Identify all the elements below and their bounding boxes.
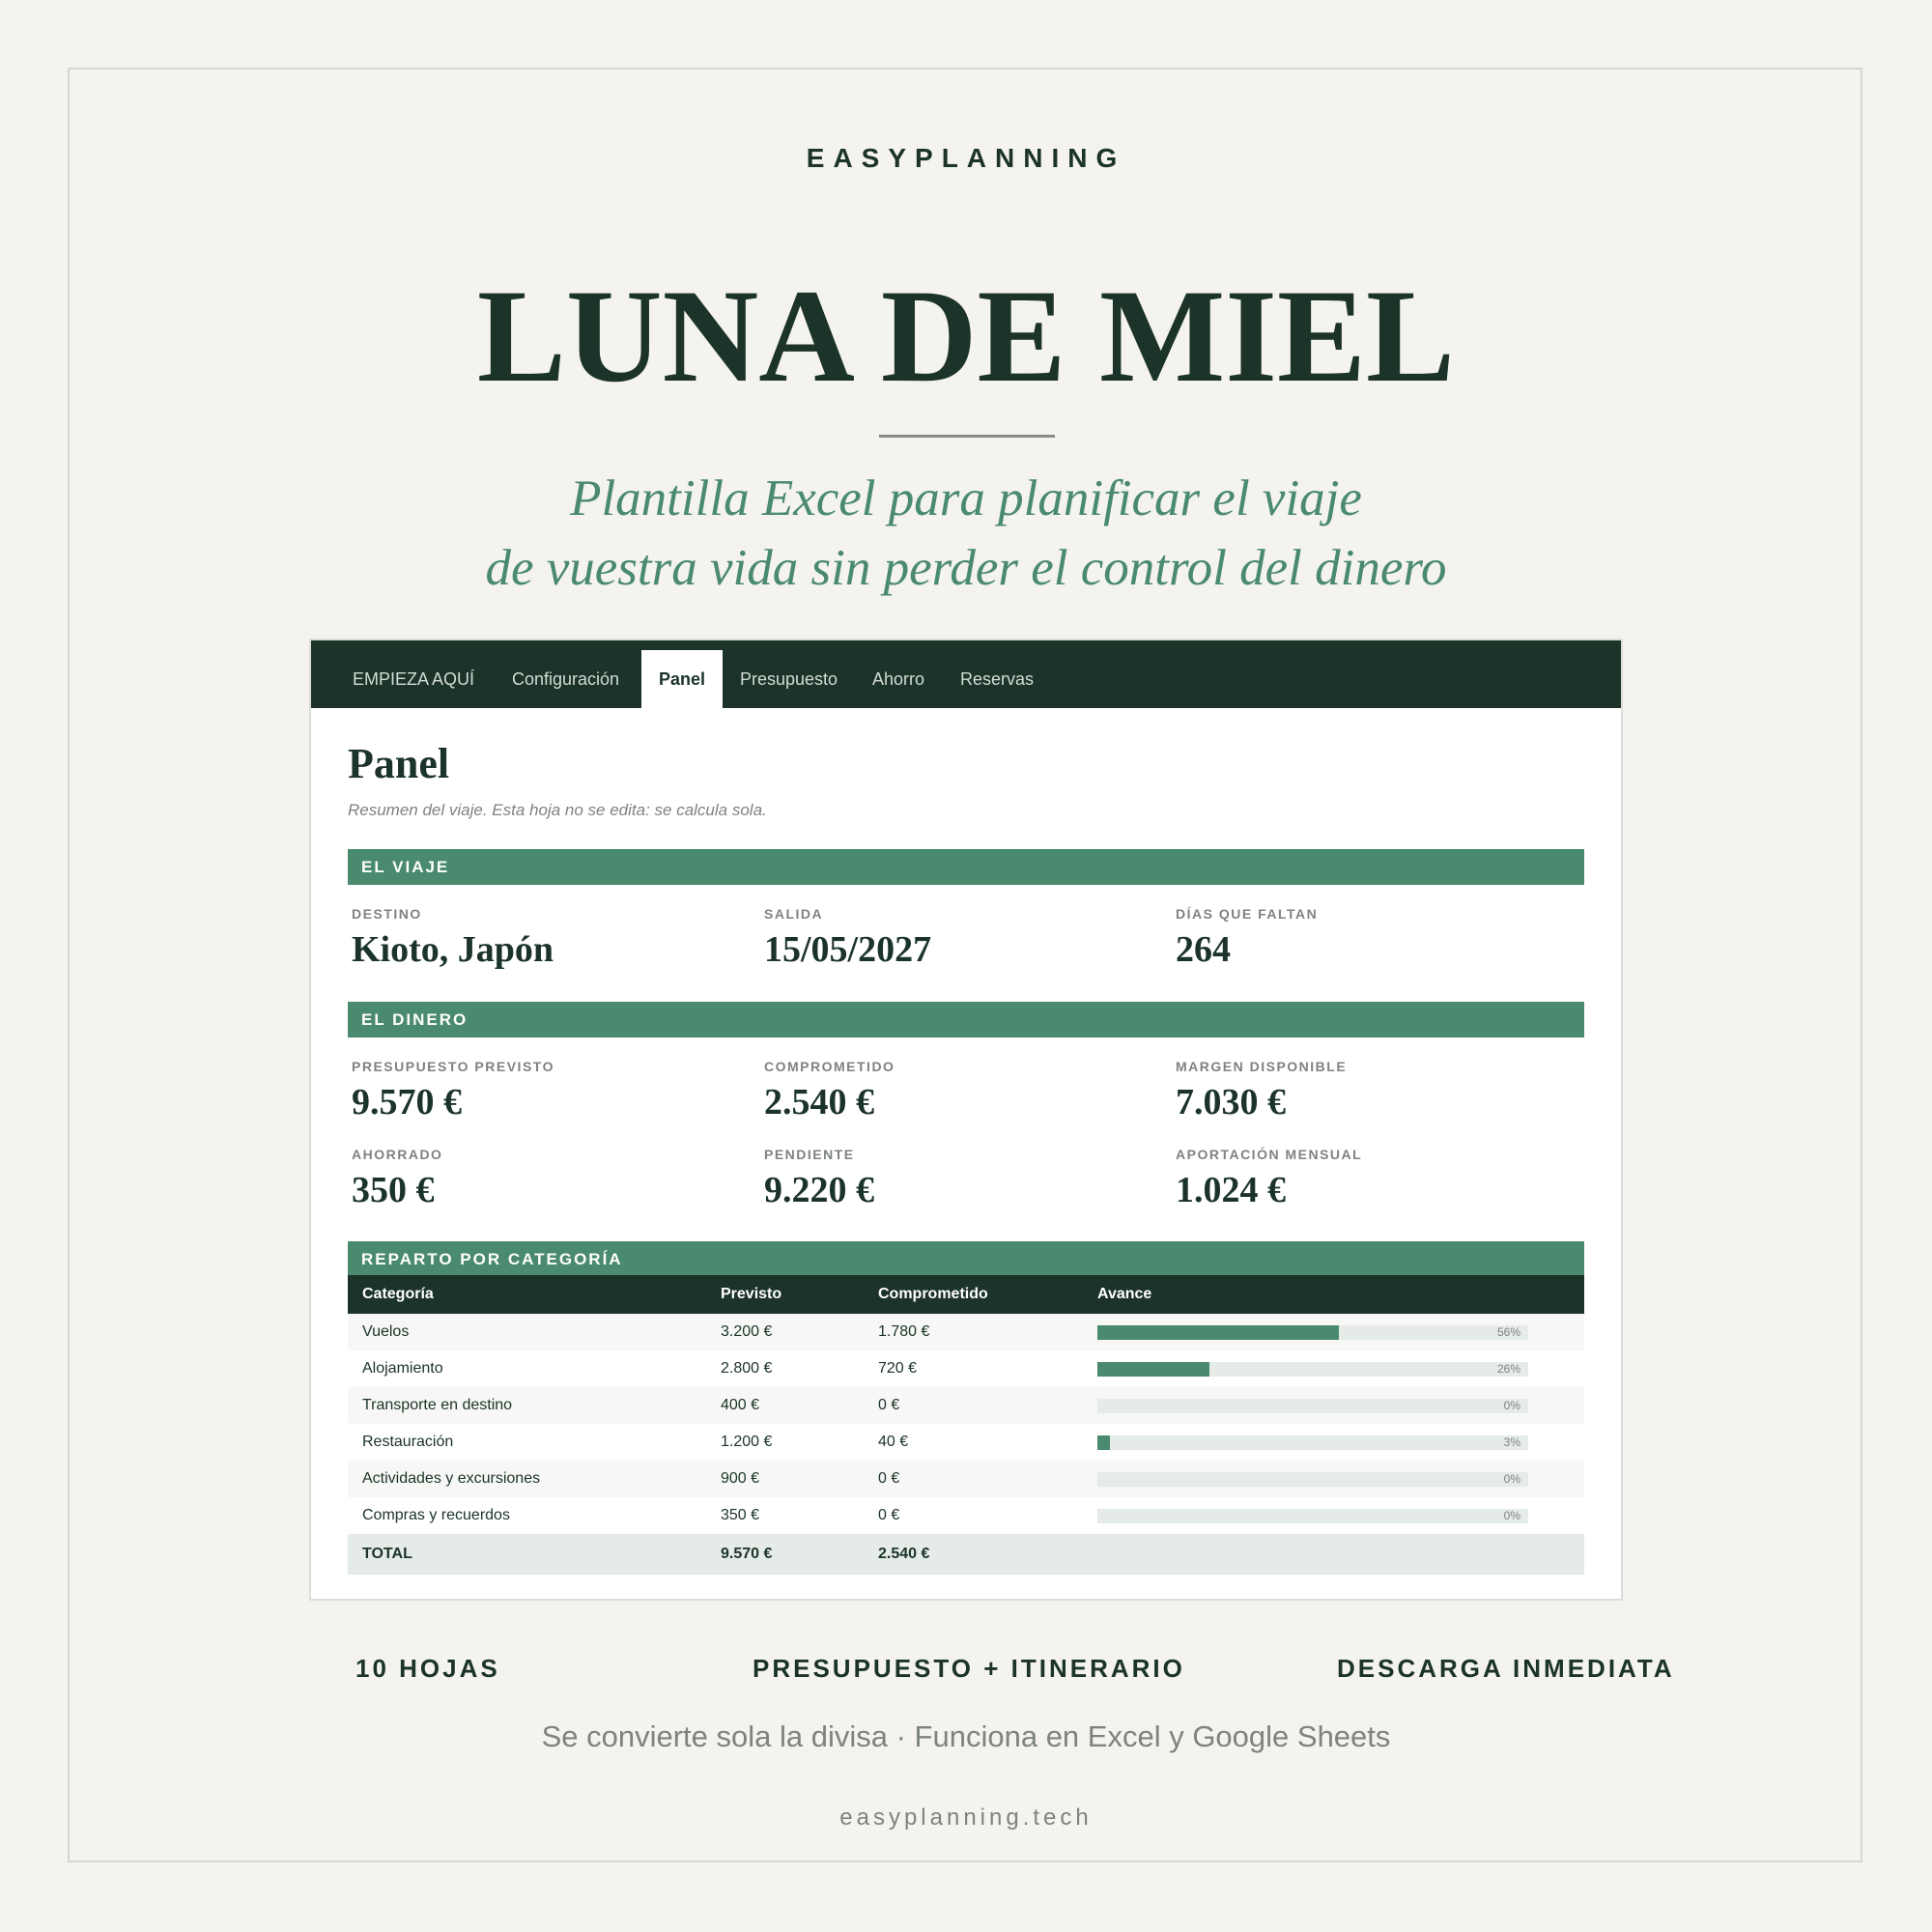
tab-panel[interactable]: Panel bbox=[641, 650, 723, 708]
progress-percent: 26% bbox=[1496, 1362, 1520, 1376]
column-header-previsto: Previsto bbox=[721, 1286, 782, 1302]
cell-comprometido: 720 € bbox=[878, 1360, 918, 1377]
cell-categoria: Compras y recuerdos bbox=[362, 1507, 510, 1523]
table-header bbox=[348, 1275, 1584, 1314]
cell-previsto: 1.200 € bbox=[721, 1434, 773, 1450]
progress-percent: 0% bbox=[1503, 1472, 1520, 1486]
table-row bbox=[348, 1350, 1584, 1387]
progress-bar bbox=[1097, 1362, 1528, 1377]
table-row bbox=[348, 1497, 1584, 1534]
progress-bar bbox=[1097, 1509, 1528, 1523]
tab-empieza-aqui[interactable]: EMPIEZA AQUÍ bbox=[353, 669, 475, 689]
cell-categoria: Transporte en destino bbox=[362, 1397, 513, 1413]
pendiente-value: 9.220 € bbox=[764, 1170, 874, 1210]
page-title: Panel bbox=[348, 740, 450, 787]
cell-categoria: Restauración bbox=[362, 1434, 454, 1450]
margen-label: MARGEN DISPONIBLE bbox=[1176, 1059, 1348, 1074]
column-header-avance: Avance bbox=[1097, 1286, 1152, 1302]
progress-bar bbox=[1097, 1399, 1528, 1413]
ahorrado-label: AHORRADO bbox=[352, 1147, 443, 1162]
cell-previsto: 350 € bbox=[721, 1507, 760, 1523]
feature-presupuesto-itinerario: PRESUPUESTO + ITINERARIO bbox=[753, 1654, 1185, 1683]
table-total-row bbox=[348, 1534, 1584, 1575]
table-row bbox=[348, 1314, 1584, 1350]
cell-categoria: Actividades y excursiones bbox=[362, 1470, 541, 1487]
dias-value: 264 bbox=[1176, 929, 1231, 970]
total-comprometido: 2.540 € bbox=[878, 1546, 930, 1562]
title-divider bbox=[879, 435, 1055, 438]
comprometido-value: 2.540 € bbox=[764, 1082, 874, 1122]
section-header-reparto: REPARTO POR CATEGORÍA bbox=[348, 1241, 1584, 1277]
destino-value: Kioto, Japón bbox=[352, 929, 554, 970]
salida-label: SALIDA bbox=[764, 906, 824, 922]
cell-categoria: Vuelos bbox=[362, 1323, 410, 1340]
feature-descarga: DESCARGA INMEDIATA bbox=[1337, 1654, 1675, 1683]
cell-comprometido: 0 € bbox=[878, 1397, 900, 1413]
progress-percent: 0% bbox=[1503, 1399, 1520, 1412]
section-header-viaje: EL VIAJE bbox=[348, 849, 1584, 885]
progress-bar bbox=[1097, 1435, 1528, 1450]
cell-previsto: 400 € bbox=[721, 1397, 760, 1413]
table-row bbox=[348, 1424, 1584, 1461]
presupuesto-value: 9.570 € bbox=[352, 1082, 462, 1122]
salida-value: 15/05/2027 bbox=[764, 929, 932, 970]
tab-reservas[interactable]: Reservas bbox=[960, 669, 1035, 689]
cell-comprometido: 0 € bbox=[878, 1470, 900, 1487]
tab-ahorro[interactable]: Ahorro bbox=[872, 669, 925, 689]
progress-bar bbox=[1097, 1325, 1528, 1340]
subtitle bbox=[0, 464, 1932, 603]
comprometido-label: COMPROMETIDO bbox=[764, 1059, 895, 1074]
dias-label: DÍAS QUE FALTAN bbox=[1176, 906, 1319, 922]
table-row bbox=[348, 1387, 1584, 1424]
table-row bbox=[348, 1461, 1584, 1497]
progress-bar bbox=[1097, 1472, 1528, 1487]
cell-previsto: 3.200 € bbox=[721, 1323, 773, 1340]
progress-percent: 3% bbox=[1503, 1435, 1520, 1449]
pendiente-label: PENDIENTE bbox=[764, 1147, 855, 1162]
column-header-comprometido: Comprometido bbox=[878, 1286, 988, 1302]
total-previsto: 9.570 € bbox=[721, 1546, 773, 1562]
subtitle-line-2: de vuestra vida sin perder el control del dinero bbox=[485, 540, 1447, 596]
cell-comprometido: 0 € bbox=[878, 1507, 900, 1523]
tab-configuracion[interactable]: Configuración bbox=[512, 669, 620, 689]
cell-comprometido: 1.780 € bbox=[878, 1323, 930, 1340]
margen-value: 7.030 € bbox=[1176, 1082, 1286, 1122]
page-note: Resumen del viaje. Esta hoja no se edita: se calcula sola. bbox=[348, 801, 767, 819]
brand-name: EASYPLANNING bbox=[806, 143, 1126, 173]
feature-hojas: 10 HOJAS bbox=[355, 1654, 500, 1683]
cell-previsto: 900 € bbox=[721, 1470, 760, 1487]
progress-percent: 56% bbox=[1496, 1325, 1520, 1339]
presupuesto-label: PRESUPUESTO PREVISTO bbox=[352, 1059, 554, 1074]
tagline: Se convierte sola la divisa · Funciona en Excel y Google Sheets bbox=[541, 1719, 1391, 1753]
section-header-dinero: EL DINERO bbox=[348, 1002, 1584, 1037]
total-label: TOTAL bbox=[362, 1546, 412, 1562]
progress-fill bbox=[1097, 1362, 1209, 1377]
progress-fill bbox=[1097, 1435, 1110, 1450]
aportacion-label: APORTACIÓN MENSUAL bbox=[1176, 1147, 1363, 1162]
cell-comprometido: 40 € bbox=[878, 1434, 909, 1450]
tab-presupuesto[interactable]: Presupuesto bbox=[740, 669, 838, 689]
cell-categoria: Alojamiento bbox=[362, 1360, 443, 1377]
subtitle-line-1: Plantilla Excel para planificar el viaje bbox=[570, 470, 1362, 526]
sheet-tab-bar bbox=[311, 640, 1621, 708]
cell-previsto: 2.800 € bbox=[721, 1360, 773, 1377]
column-header-categoria: Categoría bbox=[362, 1286, 434, 1302]
ahorrado-value: 350 € bbox=[352, 1170, 435, 1210]
main-title: LUNA DE MIEL bbox=[476, 262, 1456, 410]
progress-fill bbox=[1097, 1325, 1339, 1340]
website-url[interactable]: easyplanning.tech bbox=[839, 1804, 1093, 1831]
progress-percent: 0% bbox=[1503, 1509, 1520, 1522]
destino-label: DESTINO bbox=[352, 906, 422, 922]
aportacion-value: 1.024 € bbox=[1176, 1170, 1286, 1210]
spreadsheet-preview bbox=[309, 639, 1623, 1601]
